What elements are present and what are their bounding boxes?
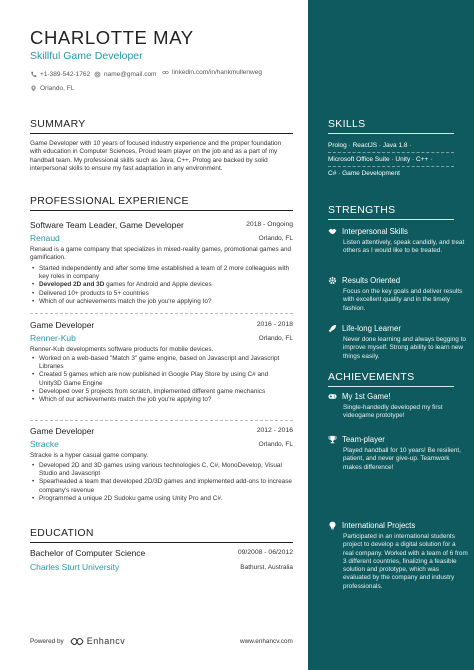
achievement-desc: Played handball for 10 years! Be resilient, patient, and never give-up. Teamwork makes difference! — [343, 447, 461, 471]
education-heading: EDUCATION — [30, 527, 94, 539]
experience-divider — [30, 210, 293, 211]
strength-title: Interpersonal Skills — [342, 227, 408, 236]
strengths-heading: STRENGTHS — [328, 204, 396, 216]
powered-label: Powered by — [30, 637, 64, 645]
enhancv-logo[interactable] — [70, 636, 126, 646]
experience-heading: PROFESSIONAL EXPERIENCE — [30, 195, 189, 207]
job-bullet: • Started independently and after some time established a team of 2 more colleagues with key roles in company — [30, 265, 292, 281]
job-separator — [30, 420, 293, 421]
job-bullets — [30, 265, 292, 306]
strength-desc: Listen attentively, speak candidly, and treat others as I would like to be treated. — [343, 239, 465, 255]
job-bullet: • Developed 2D and 3D games using various technologies C, C#, MonoDevelop, Visual Studio and Javascript — [30, 462, 292, 478]
strength-item — [328, 324, 401, 333]
achievement-title: My 1st Game! — [342, 392, 391, 401]
achievement-desc: Single-handedly developed my first videogame prototype! — [343, 404, 443, 420]
at-icon — [94, 71, 101, 78]
strength-item — [328, 276, 400, 285]
phone-contact — [30, 71, 90, 78]
sidebar-column — [308, 0, 474, 670]
job-location: Orlando, FL — [258, 441, 293, 448]
job-description: Renner-Kub developments software products for mobile devices. — [30, 346, 214, 353]
skills-separator — [328, 166, 454, 167]
job-bullet — [30, 281, 292, 289]
strength-title: Results Oriented — [342, 276, 401, 285]
job-bullet: • Delivered 10+ products to 5+ countries — [30, 290, 292, 298]
job-dates: 2012 - 2016 — [256, 427, 293, 434]
job-dates: 2018 - Ongoing — [246, 221, 293, 228]
job-dates: 2016 - 2018 — [256, 321, 293, 328]
link-icon — [162, 69, 169, 76]
trophy-icon — [328, 435, 337, 444]
achievements-heading: ACHIEVEMENTS — [328, 371, 415, 383]
email-contact — [94, 71, 156, 78]
strength-desc: Never done learning and always begging to improve myself. Strong ability to learn new things easily. — [343, 336, 466, 360]
education-divider — [30, 542, 293, 543]
education-dates: 09/2008 - 06/2012 — [237, 549, 293, 556]
bullet-text: games for Android and Apple devices — [106, 281, 212, 289]
school-name: Charles Sturt University — [30, 562, 120, 572]
achievement-title: International Projects — [342, 521, 416, 530]
gear-icon — [328, 276, 337, 285]
job-bullet: • Created 5 games which are now published in Google Play Store by using C# and Unity3D Game Engine — [30, 371, 292, 387]
job-title: Game Developer — [30, 426, 95, 436]
school-location: Bathurst, Australia — [240, 564, 293, 571]
job-bullet: • Which of our achievements match the job you're applying to? — [30, 298, 292, 306]
strength-item — [328, 227, 408, 236]
job-location: Orlando, FL — [258, 235, 293, 242]
job-description: Stracke is a hyper casual game company. — [30, 452, 149, 459]
job-bullet: • Developed over 5 projects from scratch, implemented different game mechanics — [30, 388, 292, 396]
achievements-divider — [328, 386, 454, 387]
job-bullet: • Spearheaded a team that developed 2D/3D games and implemented add-ons to increase company's revenue — [30, 478, 292, 494]
lightbulb-icon — [328, 521, 337, 530]
achievement-item — [328, 521, 415, 530]
summary-divider — [30, 133, 293, 134]
email-text[interactable]: name@gmail.com — [104, 71, 157, 78]
job-company: Renner-Kub — [30, 333, 76, 343]
skills-heading: SKILLS — [328, 118, 366, 130]
job-bullet: • Worked on a web-based "Match 3" game engine, based on Javascript and Javascript Libraries — [30, 355, 292, 371]
achievement-title: Team-player — [342, 435, 385, 444]
job-bullets — [30, 355, 292, 404]
candidate-name: CHARLOTTE MAY — [30, 27, 194, 48]
achievement-item — [328, 435, 385, 444]
linkedin-contact — [162, 69, 262, 76]
rocket-icon — [328, 324, 337, 333]
job-company: Renaud — [30, 233, 60, 243]
footer-site[interactable]: www.enhancv.com — [240, 638, 293, 645]
job-company: Stracke — [30, 439, 59, 449]
degree-title: Bachelor of Computer Science — [30, 548, 146, 558]
job-description: Renaud is a game company that specializes in mixed-reality games, promotional games and gamification. — [30, 246, 292, 262]
summary-heading: SUMMARY — [30, 118, 86, 130]
location-text: Orlando, FL — [40, 85, 75, 92]
skills-line: Prolog · ReactJS · Java 1.8 · — [328, 142, 412, 149]
job-bullet: • Which of our achievements match the job you're applying to? — [30, 396, 292, 404]
summary-text: Game Developer with 10 years of focused industry experience and the proper foundation with education in Computer Sciences, Proud team player on the job and as a part of my handball team. My professional skills such as Java, C++, Prolog are backed by solid interpersonal skills to ensure my fast adaptation in any environment. — [30, 140, 282, 173]
skills-line: Microsoft Office Suite · Unity · C++ · — [328, 156, 433, 163]
location-pin-icon — [30, 85, 37, 92]
bullet-bold-lead: Developed 2D and 3D — [39, 281, 105, 289]
gamepad-icon — [328, 392, 337, 401]
location-contact — [30, 85, 74, 92]
phone-text[interactable]: +1-389-542-1762 — [40, 71, 91, 78]
job-bullets — [30, 462, 292, 503]
job-separator — [30, 313, 293, 314]
job-location: Orlando, FL — [258, 335, 293, 342]
skills-line: C# · Game Development — [328, 170, 400, 177]
phone-icon — [30, 71, 37, 78]
achievement-desc: Participated in an international students project to develop a digital solution for a real company. Worked with a team of 6 from 3 different countries, finalizing a feasible solution and prototype, which was evaluated by the company and industry professionals. — [343, 533, 468, 590]
skills-separator — [328, 152, 454, 153]
job-title: Software Team Leader, Game Developer — [30, 220, 184, 230]
enhancv-logo-icon — [70, 637, 84, 646]
strength-desc: Focus on the key goals and deliver results with excellent quality and in the timely fashion. — [343, 288, 463, 312]
handshake-icon — [328, 227, 337, 236]
enhancv-brand: Enhancv — [86, 636, 126, 646]
strength-title: Life-long Learner — [342, 324, 401, 333]
achievement-item — [328, 392, 391, 401]
strengths-divider — [328, 219, 454, 220]
footer-powered — [30, 636, 125, 646]
job-bullet: • Programmed a unique 2D Sudoku game using Unity Pro and C#. — [30, 495, 292, 503]
candidate-role: Skillful Game Developer — [30, 50, 143, 62]
skills-divider — [328, 133, 454, 134]
job-title: Game Developer — [30, 320, 95, 330]
linkedin-text[interactable]: linkedin.com/in/hankmullenweg — [172, 69, 262, 76]
